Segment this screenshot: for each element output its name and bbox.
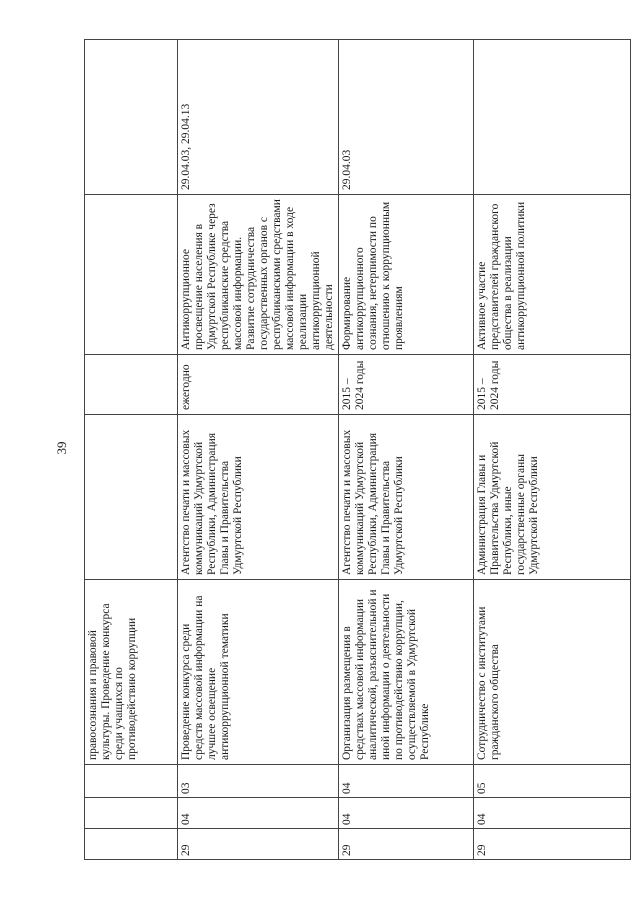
executor-cell: Агентство печати и массовых коммуникаций Удмуртской Республики, Администрация Главы и Правительства Удмуртской Республики	[178, 415, 339, 580]
table-row	[178, 40, 339, 860]
code-cell-2	[85, 798, 178, 829]
result-cell: Антикоррупционное просвещение населения в Удмуртской Республике через республиканские средства массовой информации. Развитие сотрудничества государственных органов с республиканскими средствами массовой информации в ходе реализации антикоррупционной деятельности	[178, 195, 339, 355]
code-cell-1: 29	[339, 829, 474, 860]
task-cell: Организация размещения в средствах массовой информации аналитической, разъяснительной и иной информации о деятельности по противодействию коррупции, осуществляемой в Удмуртской Республике	[339, 580, 474, 765]
codes-cell: 29.04.03	[339, 40, 474, 195]
codes-cell	[85, 40, 178, 195]
code-cell-3: 03	[178, 765, 339, 798]
code-cell-3: 04	[339, 765, 474, 798]
code-cell-1: 29	[178, 829, 339, 860]
code-cell-3	[85, 765, 178, 798]
result-cell	[85, 195, 178, 355]
task-cell: Сотрудничество с институтами гражданского общества	[474, 580, 631, 765]
codes-cell: 29.04.03, 29.04.13	[178, 40, 339, 195]
code-cell-2: 04	[474, 798, 631, 829]
task-cell: Проведение конкурса среди средств массовой информации на лучшее освещение антикоррупционной тематики	[178, 580, 339, 765]
table-row	[474, 40, 631, 860]
result-cell: Формирование антикоррупционного сознания, нетерпимости по отношению к коррупционным проявлениям	[339, 195, 474, 355]
term-cell: ежегодно	[178, 355, 339, 415]
task-cell: правосознания и правовой культуры. Проведение конкурса среди учащихся по противодействию коррупции	[85, 580, 178, 765]
code-cell-2: 04	[178, 798, 339, 829]
term-cell: 2015 – 2024 годы	[474, 355, 631, 415]
term-cell: 2015 – 2024 годы	[339, 355, 474, 415]
code-cell-2: 04	[339, 798, 474, 829]
code-cell-1: 29	[474, 829, 631, 860]
code-cell-1	[85, 829, 178, 860]
table-row	[85, 40, 178, 860]
page-number: 39	[54, 441, 69, 455]
executor-cell: Агентство печати и массовых коммуникаций Удмуртской Республики, Администрация Главы и Правительства Удмуртской Республики	[339, 415, 474, 580]
executor-cell	[85, 415, 178, 580]
rotated-table-container	[84, 40, 604, 860]
executor-cell: Администрация Главы и Правительства Удмуртской Республики, иные государственные органы Удмуртской Республики	[474, 415, 631, 580]
result-cell: Активное участие представителей гражданского общества в реализации антикоррупционной политики	[474, 195, 631, 355]
code-cell-3: 05	[474, 765, 631, 798]
program-table	[84, 39, 631, 860]
table-row	[339, 40, 474, 860]
codes-cell	[474, 40, 631, 195]
term-cell	[85, 355, 178, 415]
